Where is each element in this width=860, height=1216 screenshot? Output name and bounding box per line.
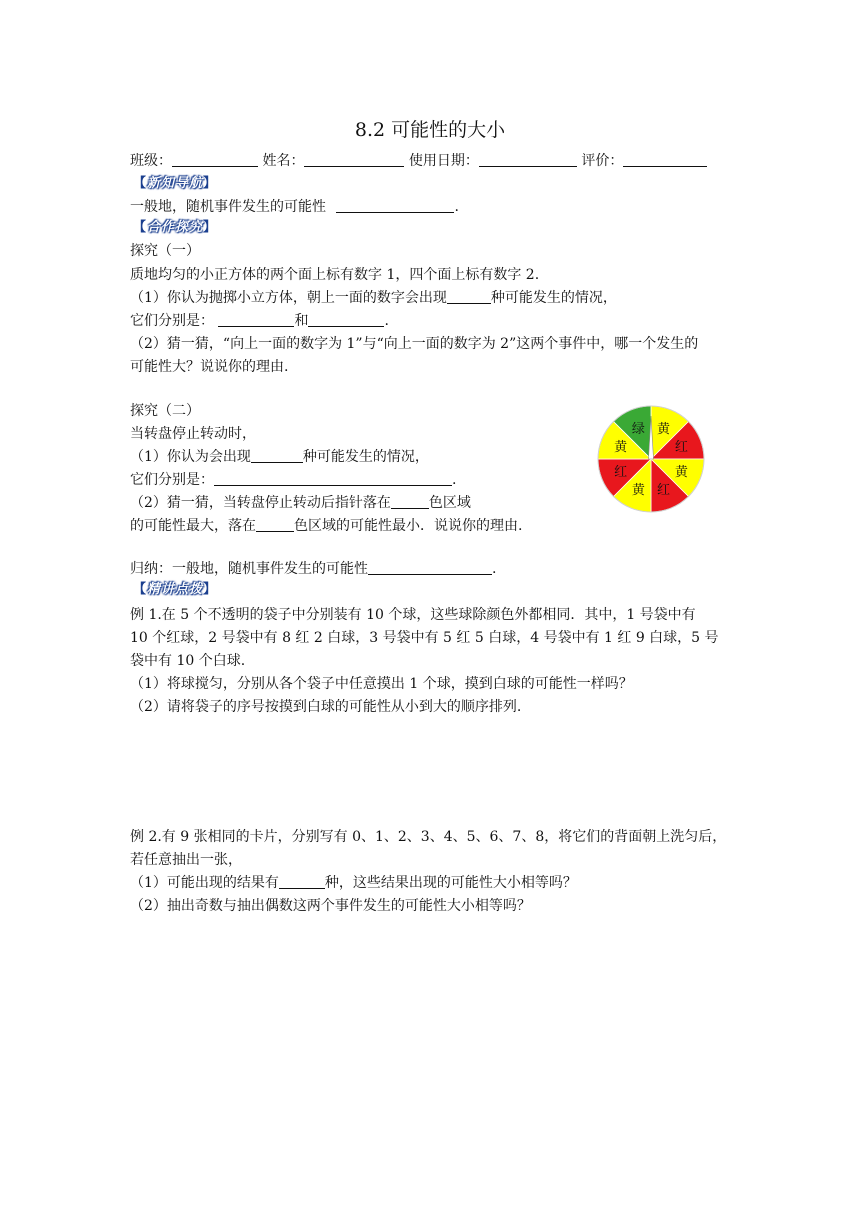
- section-title: 新知导航: [147, 176, 204, 191]
- period: .: [454, 199, 459, 215]
- spinner-sector-label: 黄: [631, 482, 645, 498]
- q1-text: （1）你认为抛掷小立方体，朝上一面的数字会出现: [130, 290, 447, 306]
- q2-text-post: 色区域: [428, 495, 471, 511]
- class-label: 班级：: [130, 153, 172, 169]
- q2-blank-least[interactable]: [256, 517, 294, 532]
- explore1-q1-line2: [130, 312, 389, 330]
- period: .: [492, 561, 497, 577]
- q2-line2-text: 的可能性最大，落在: [130, 518, 256, 534]
- new-knowledge-text: 一般地，随机事件发生的可能性: [130, 199, 326, 215]
- example2-q1: [130, 874, 577, 892]
- bracket-left: 【: [133, 220, 148, 235]
- q2-blank-most[interactable]: [391, 494, 429, 509]
- q1-blank[interactable]: [251, 448, 303, 463]
- summary-text: 归纳：一般地，随机事件发生的可能性: [130, 561, 368, 577]
- eval-label: 评价：: [581, 153, 624, 169]
- q1-long-blank[interactable]: [214, 471, 452, 486]
- explore1-heading: 探究（一）: [130, 243, 200, 259]
- date-label: 使用日期：: [408, 153, 479, 169]
- q2-text: （2）猜一猜，当转盘停止转动后指针落在: [130, 495, 391, 511]
- eval-blank[interactable]: [623, 152, 707, 167]
- period: .: [452, 472, 457, 488]
- example2-q2: （2）抽出奇数与抽出偶数这两个事件发生的可能性大小相等吗？: [130, 898, 531, 914]
- q1-blank[interactable]: [279, 874, 325, 889]
- q1-blank[interactable]: [447, 289, 491, 304]
- spinner-sector-label: 红: [657, 482, 671, 498]
- section-tag-cooperate: [127, 218, 223, 238]
- q1-blank-b[interactable]: [308, 312, 384, 327]
- example1-line1: 例 1.在 5 个不透明的袋子中分别装有 10 个球，这些球除颜色外都相同．其中，1 号袋中有: [130, 607, 696, 623]
- name-blank[interactable]: [304, 152, 404, 167]
- q1-text: （1）你认为会出现: [130, 449, 251, 465]
- q1-text-post: 种，这些结果出现的可能性大小相等吗？: [324, 875, 577, 891]
- bracket-right: 】: [203, 176, 218, 191]
- bracket-right: 】: [203, 582, 218, 597]
- explore1-intro: 质地均匀的小正方体的两个面上标有数字 1，四个面上标有数字 2.: [130, 267, 540, 283]
- example1-line3: 袋中有 10 个白球.: [130, 653, 246, 669]
- example2-line2: 若任意抽出一张，: [130, 852, 242, 868]
- header-fields: [130, 152, 707, 170]
- name-label: 姓名：: [262, 153, 305, 169]
- summary-line: [130, 560, 496, 578]
- example1-q1: （1）将球搅匀，分别从各个袋子中任意摸出 1 个球，摸到白球的可能性一样吗？: [130, 676, 633, 692]
- spinner-sector-label: 黄: [674, 465, 688, 481]
- spinner-sector-label: 红: [674, 439, 688, 455]
- q1-line2-text: 它们分别是：: [130, 313, 214, 329]
- q2-line2-post: 色区域的可能性最小．说说你的理由.: [294, 518, 523, 534]
- spinner-wheel: [596, 404, 706, 514]
- section-tag-new-knowledge: [127, 174, 223, 194]
- spinner-sector-label: 红: [614, 465, 628, 481]
- date-blank[interactable]: [479, 152, 577, 167]
- example1-line2: 10 个红球，2 号袋中有 8 红 2 白球，3 号袋中有 5 红 5 白球，4 号袋中有 1 红 9 白球，5 号: [130, 630, 719, 646]
- q1-line2-text: 它们分别是：: [130, 472, 214, 488]
- new-knowledge-line: [130, 198, 459, 216]
- explore2-q2-line2: [130, 517, 522, 535]
- spinner-sector-label: 黄: [657, 422, 671, 438]
- explore2-q1-line2: [130, 471, 456, 489]
- bracket-left: 【: [133, 176, 148, 191]
- example2-line1: 例 2.有 9 张相同的卡片，分别写有 0、1、2、3、4、5、6、7、8，将它们的背面朝上洗匀后，: [130, 829, 727, 845]
- example1-q2: （2）请将袋子的序号按摸到白球的可能性从小到大的顺序排列.: [130, 699, 522, 715]
- new-knowledge-blank[interactable]: [336, 198, 454, 213]
- spinner-sector-label: 黄: [614, 439, 628, 455]
- spinner-sector-label: 绿: [631, 422, 645, 438]
- section-tag-key-points: [127, 580, 223, 600]
- q1-text-post: 种可能发生的情况，: [490, 290, 617, 306]
- explore2-q1: [130, 448, 429, 466]
- explore1-q2: （2）猜一猜，“向上一面的数字为 1”与“向上一面的数字为 2”这两个事件中，哪一个发生的: [130, 336, 699, 352]
- explore2-heading: 探究（二）: [130, 403, 200, 419]
- section-title: 合作探究: [147, 220, 204, 235]
- class-blank[interactable]: [172, 152, 258, 167]
- explore1-q1: [130, 289, 617, 307]
- bracket-right: 】: [203, 220, 218, 235]
- period: .: [384, 313, 389, 329]
- q1-blank-a[interactable]: [218, 312, 294, 327]
- explore2-intro: 当转盘停止转动时，: [130, 426, 256, 442]
- bracket-left: 【: [133, 582, 148, 597]
- q1-text-post: 种可能发生的情况，: [302, 449, 429, 465]
- explore2-q2: [130, 494, 471, 512]
- section-title: 精讲点拨: [147, 582, 204, 597]
- summary-blank[interactable]: [368, 560, 492, 575]
- explore1-q2-line2: 可能性大？说说你的理由.: [130, 359, 289, 375]
- page-title: 8.2 可能性的大小: [354, 119, 506, 141]
- q1-line2-and: 和: [294, 313, 309, 329]
- q1-text: （1）可能出现的结果有: [130, 875, 279, 891]
